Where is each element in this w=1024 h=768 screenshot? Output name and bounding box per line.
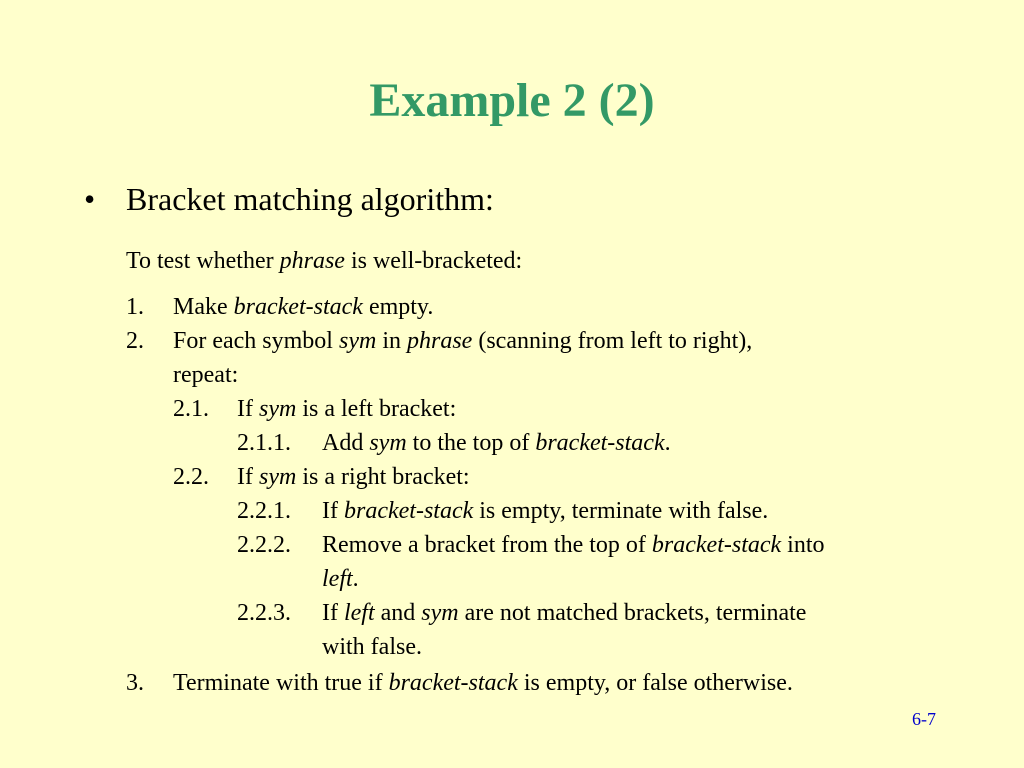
step-text: repeat: — [173, 362, 239, 388]
step-text: are not matched brackets, terminate — [458, 600, 807, 626]
step-2-2-2-text — [322, 530, 825, 560]
step-2-1-1-number: 2.1.1. — [237, 430, 291, 456]
step-1-number: 1. — [126, 294, 144, 320]
step-text: and — [374, 600, 422, 626]
step-text: in — [376, 328, 407, 354]
step-2-2-1-text — [322, 496, 768, 526]
step-term: phrase — [406, 328, 473, 354]
slide-number: 6-7 — [912, 709, 936, 729]
step-2-2-text — [237, 462, 470, 492]
step-term: bracket-stack — [343, 498, 474, 524]
step-term: bracket-stack — [535, 430, 665, 456]
step-2-2-3-number: 2.2.3. — [237, 600, 291, 626]
step-text: (scanning from left to right), — [472, 328, 753, 354]
step-2-2-3-text — [322, 598, 806, 628]
step-text: If — [322, 600, 344, 626]
step-text: is a left bracket: — [296, 396, 457, 422]
step-2-2-2-text-continued — [322, 564, 359, 594]
step-text: Terminate with true if — [173, 670, 389, 696]
step-term: bracket-stack — [233, 294, 363, 320]
step-text: to the top of — [406, 430, 536, 456]
bullet-text: Bracket matching algorithm: — [126, 181, 494, 217]
slide-title: Example 2 (2) — [369, 74, 655, 127]
step-1-text — [173, 292, 433, 322]
step-term: sym — [369, 430, 407, 456]
step-text: If — [237, 396, 259, 422]
step-3-text — [173, 668, 793, 698]
step-text: is empty, or false otherwise. — [517, 670, 793, 696]
step-term: sym — [258, 464, 297, 490]
step-text: empty. — [362, 294, 434, 320]
step-text: . — [664, 430, 671, 456]
step-text: with false. — [322, 634, 422, 660]
step-term: sym — [258, 396, 297, 422]
intro-text-end: is well-bracketed: — [344, 248, 523, 274]
step-term: sym — [338, 328, 377, 354]
step-2-2-1-number: 2.2.1. — [237, 498, 291, 524]
step-2-1-text — [237, 394, 456, 424]
step-3-number: 3. — [126, 670, 144, 696]
step-text: is empty, terminate with false. — [473, 498, 769, 524]
step-2-2-3-text-continued — [322, 632, 422, 662]
intro-text: To test whether — [126, 248, 280, 274]
intro-line — [126, 246, 522, 276]
step-2-2-number: 2.2. — [173, 464, 209, 490]
step-2-number: 2. — [126, 328, 144, 354]
step-2-2-2-number: 2.2.2. — [237, 532, 291, 558]
step-2-text-continued — [173, 360, 238, 390]
step-text: into — [781, 532, 825, 558]
step-text: . — [352, 566, 359, 592]
step-2-text — [173, 326, 752, 356]
step-text: is a right bracket: — [296, 464, 470, 490]
step-text: Remove a bracket from the top of — [322, 532, 652, 558]
bullet-item — [84, 180, 494, 218]
step-term: left — [322, 566, 353, 592]
step-term: bracket-stack — [651, 532, 782, 558]
step-text: If — [237, 464, 259, 490]
step-2-1-1-text — [322, 428, 671, 458]
step-text: If — [322, 498, 344, 524]
step-2-1-number: 2.1. — [173, 396, 209, 422]
intro-phrase: phrase — [279, 248, 345, 274]
step-text: Add — [322, 430, 370, 456]
step-text: For each symbol — [173, 328, 339, 354]
step-term: sym — [421, 600, 459, 626]
step-term: bracket-stack — [388, 670, 518, 696]
bullet-marker: • — [84, 181, 96, 217]
step-term: left — [343, 600, 375, 626]
step-text: Make — [173, 294, 234, 320]
